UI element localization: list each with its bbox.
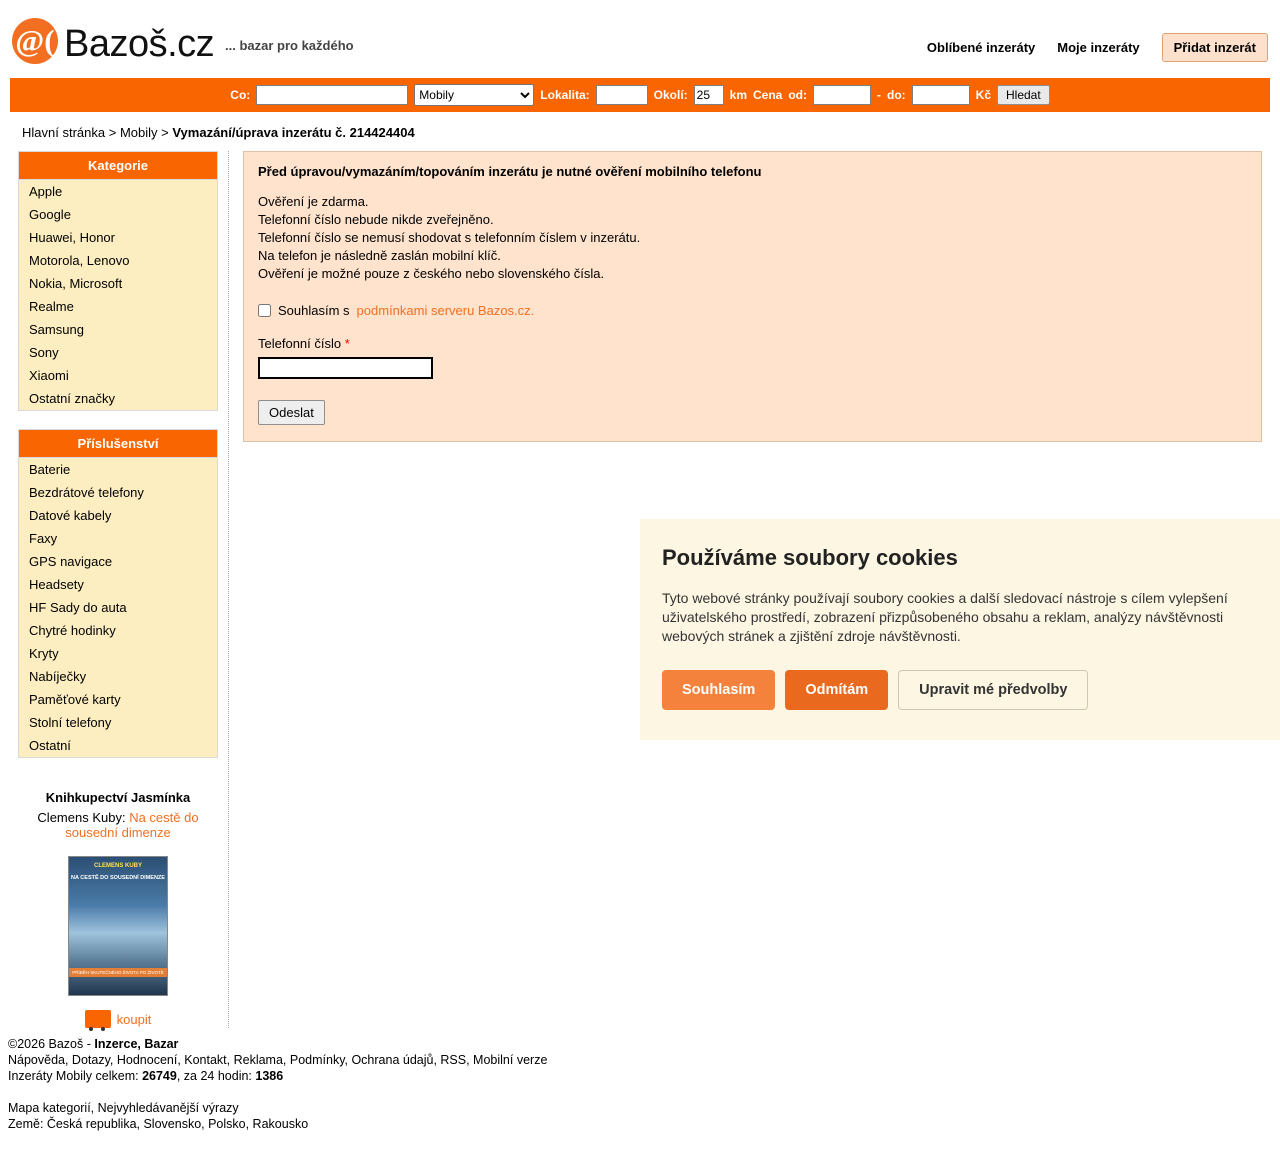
cookie-text: Tyto webové stránky používají soubory cookies a další sledovací nástroje s cílem vylepšení uživatelského prostředí, zobrazení přizpůsobeného obsahu a reklam, analýzy návštěvnosti webových stránek a zjištění zdroje návštěvnosti. <box>662 590 1228 644</box>
sidebar-item-chytre-hodinky[interactable]: Chytré hodinky <box>29 623 116 638</box>
terms-checkbox[interactable] <box>258 304 271 317</box>
sidebar-item-datove-kabely[interactable]: Datové kabely <box>29 508 112 523</box>
radius-input[interactable] <box>694 85 724 105</box>
logo-text: Bazoš.cz <box>64 23 215 65</box>
search-what-label: Co: <box>230 88 251 102</box>
sidebar-item-other-brands[interactable]: Ostatní značky <box>29 391 115 406</box>
accessories-header: Příslušenství <box>18 429 218 458</box>
logo-at-icon: @( <box>12 18 58 64</box>
phone-label: Telefonní číslo <box>258 336 342 351</box>
sidebar-item-faxy[interactable]: Faxy <box>29 531 58 546</box>
verification-line-4: Na telefon je následně zaslán mobilní klíč. <box>258 248 501 263</box>
site-slogan: ... bazar pro každého <box>225 38 354 53</box>
footer-stats <box>8 1068 1280 1084</box>
sidebar-item-stolni-telefony[interactable]: Stolní telefony <box>29 715 112 730</box>
verification-line-1: Ověření je zdarma. <box>258 194 369 209</box>
cookie-title: Používáme soubory cookies <box>662 545 958 570</box>
footer-stats-total: 26749 <box>142 1069 177 1083</box>
sidebar-item-nokia[interactable]: Nokia, Microsoft <box>29 276 123 291</box>
sidebar-item-headsety[interactable]: Headsety <box>29 577 84 592</box>
breadcrumb-current: Vymazání/úprava inzerátu č. 214424404 <box>172 125 415 140</box>
sidebar-item-ostatni[interactable]: Ostatní <box>29 738 71 753</box>
sidebar-item-sony[interactable]: Sony <box>29 345 59 360</box>
sidebar-item-google[interactable]: Google <box>29 207 71 222</box>
cookie-preferences-button[interactable]: Upravit mé předvolby <box>898 670 1088 710</box>
sidebar-item-bezdratove-telefony[interactable]: Bezdrátové telefony <box>29 485 144 500</box>
add-ad-button[interactable]: Přidat inzerát <box>1162 33 1268 62</box>
submit-button[interactable]: Odeslat <box>258 400 325 425</box>
phone-verification-panel <box>243 151 1262 442</box>
ad-cover-title-text: NA CESTĚ DO SOUSEDNÍ DIMENZE <box>71 875 165 881</box>
sidebar-item-hf-sady[interactable]: HF Sady do auta <box>29 600 127 615</box>
sidebar-item-baterie[interactable]: Baterie <box>29 462 71 477</box>
footer-stats-mid: , za 24 hodin: <box>176 1069 256 1083</box>
footer-countries[interactable]: Země: Česká republika, Slovensko, Polsko, Rakousko <box>8 1117 309 1131</box>
sidebar-item-pametove-karty[interactable]: Paměťové karty <box>29 692 121 707</box>
cookie-accept-button[interactable]: Souhlasím <box>662 670 775 710</box>
breadcrumb-category[interactable]: Mobily <box>119 125 158 140</box>
sidebar-item-nabijecky[interactable]: Nabíječky <box>29 669 87 684</box>
footer-stats-day: 1386 <box>255 1069 284 1083</box>
sidebar-advertisement <box>18 776 218 1028</box>
breadcrumb <box>22 125 1280 140</box>
verification-title: Před úpravou/vymazáním/topováním inzerátu je nutné ověření mobilního telefonu <box>258 164 762 179</box>
ad-book-cover[interactable] <box>68 856 168 996</box>
terms-consent-label: Souhlasím s <box>278 303 350 318</box>
price-to-label: do: <box>887 88 906 102</box>
price-from-label: od: <box>788 88 807 102</box>
km-label: km <box>729 88 747 102</box>
price-from-input[interactable] <box>813 85 871 105</box>
ad-shop-name: Knihkupectví Jasmínka <box>45 790 191 805</box>
verification-line-5: Ověření je možné pouze z českého nebo slovenského čísla. <box>258 266 605 281</box>
sidebar-item-xiaomi[interactable]: Xiaomi <box>29 368 69 383</box>
ad-cover-strip-text: PŘÍBĚH SKUTEČNÉHO ŽIVOTA PO ŽIVOTĚ <box>69 968 167 977</box>
nav-favorites[interactable]: Oblíbené inzeráty <box>926 40 1036 55</box>
cookie-banner <box>640 519 1280 740</box>
phone-label-row <box>258 336 1247 351</box>
shopping-cart-icon <box>85 1010 111 1028</box>
footer-stats-prefix: Inzeráty Mobily celkem: <box>8 1069 143 1083</box>
breadcrumb-sep-1: > <box>108 125 117 140</box>
ad-buy-row[interactable] <box>18 1010 218 1028</box>
cookie-actions <box>662 670 1258 710</box>
terms-consent-row <box>258 303 1247 318</box>
sidebar-item-realme[interactable]: Realme <box>29 299 74 314</box>
nav-my-ads[interactable]: Moje inzeráty <box>1057 40 1140 55</box>
site-logo[interactable] <box>12 18 214 64</box>
sidebar-item-apple[interactable]: Apple <box>29 184 63 199</box>
footer-copyright: ©2026 Bazoš - <box>8 1037 95 1051</box>
locality-label: Lokalita: <box>540 88 590 102</box>
sidebar-item-motorola[interactable]: Motorola, Lenovo <box>29 253 130 268</box>
locality-input[interactable] <box>596 85 648 105</box>
page-header <box>0 0 1280 78</box>
cookie-reject-button[interactable]: Odmítám <box>785 670 888 710</box>
price-to-input[interactable] <box>912 85 970 105</box>
verification-line-2: Telefonní číslo nebude nikde zveřejněno. <box>258 212 494 227</box>
sidebar-item-samsung[interactable]: Samsung <box>29 322 84 337</box>
sidebar <box>18 151 229 1028</box>
footer-links[interactable]: Nápověda, Dotazy, Hodnocení, Kontakt, Reklama, Podmínky, Ochrana údajů, RSS, Mobilní verze <box>8 1053 548 1067</box>
ad-book-line <box>18 810 218 840</box>
ad-cover-author-text: CLEMENS KUBY <box>93 863 142 869</box>
search-input[interactable] <box>256 85 408 105</box>
phone-required-marker: * <box>344 336 350 351</box>
sidebar-item-huawei[interactable]: Huawei, Honor <box>29 230 115 245</box>
phone-input[interactable] <box>258 357 433 379</box>
price-label: Cena <box>753 88 783 102</box>
categories-header: Kategorie <box>18 151 218 180</box>
footer-map-links[interactable]: Mapa kategorií, Nejvyhledávanější výrazy <box>8 1101 239 1115</box>
breadcrumb-sep-2: > <box>161 125 169 140</box>
radius-label: Okolí: <box>653 88 688 102</box>
breadcrumb-home[interactable]: Hlavní stránka <box>22 125 106 140</box>
ad-buy-link[interactable]: koupit <box>116 1011 152 1027</box>
price-dash: - <box>877 88 881 102</box>
footer-copyright-row <box>8 1036 1280 1052</box>
category-select[interactable] <box>414 84 534 106</box>
ad-book-author: Clemens Kuby: <box>37 810 126 825</box>
footer-copyright-bold: Inzerce, Bazar <box>94 1037 179 1051</box>
search-submit-button[interactable]: Hledat <box>997 85 1050 105</box>
top-navigation <box>927 33 1268 62</box>
categories-list <box>18 180 218 411</box>
terms-link[interactable]: podmínkami serveru Bazos.cz. <box>356 303 535 318</box>
ad-book-title-link[interactable]: Na cestě do sousední dimenze <box>65 810 199 840</box>
search-bar <box>10 78 1270 112</box>
currency-label: Kč <box>975 88 991 102</box>
sidebar-item-gps-navigace[interactable]: GPS navigace <box>29 554 113 569</box>
verification-line-3: Telefonní číslo se nemusí shodovat s telefonním číslem v inzerátu. <box>258 230 641 245</box>
sidebar-item-kryty[interactable]: Kryty <box>29 646 59 661</box>
accessories-list <box>18 458 218 758</box>
page-footer <box>8 1036 1280 1132</box>
